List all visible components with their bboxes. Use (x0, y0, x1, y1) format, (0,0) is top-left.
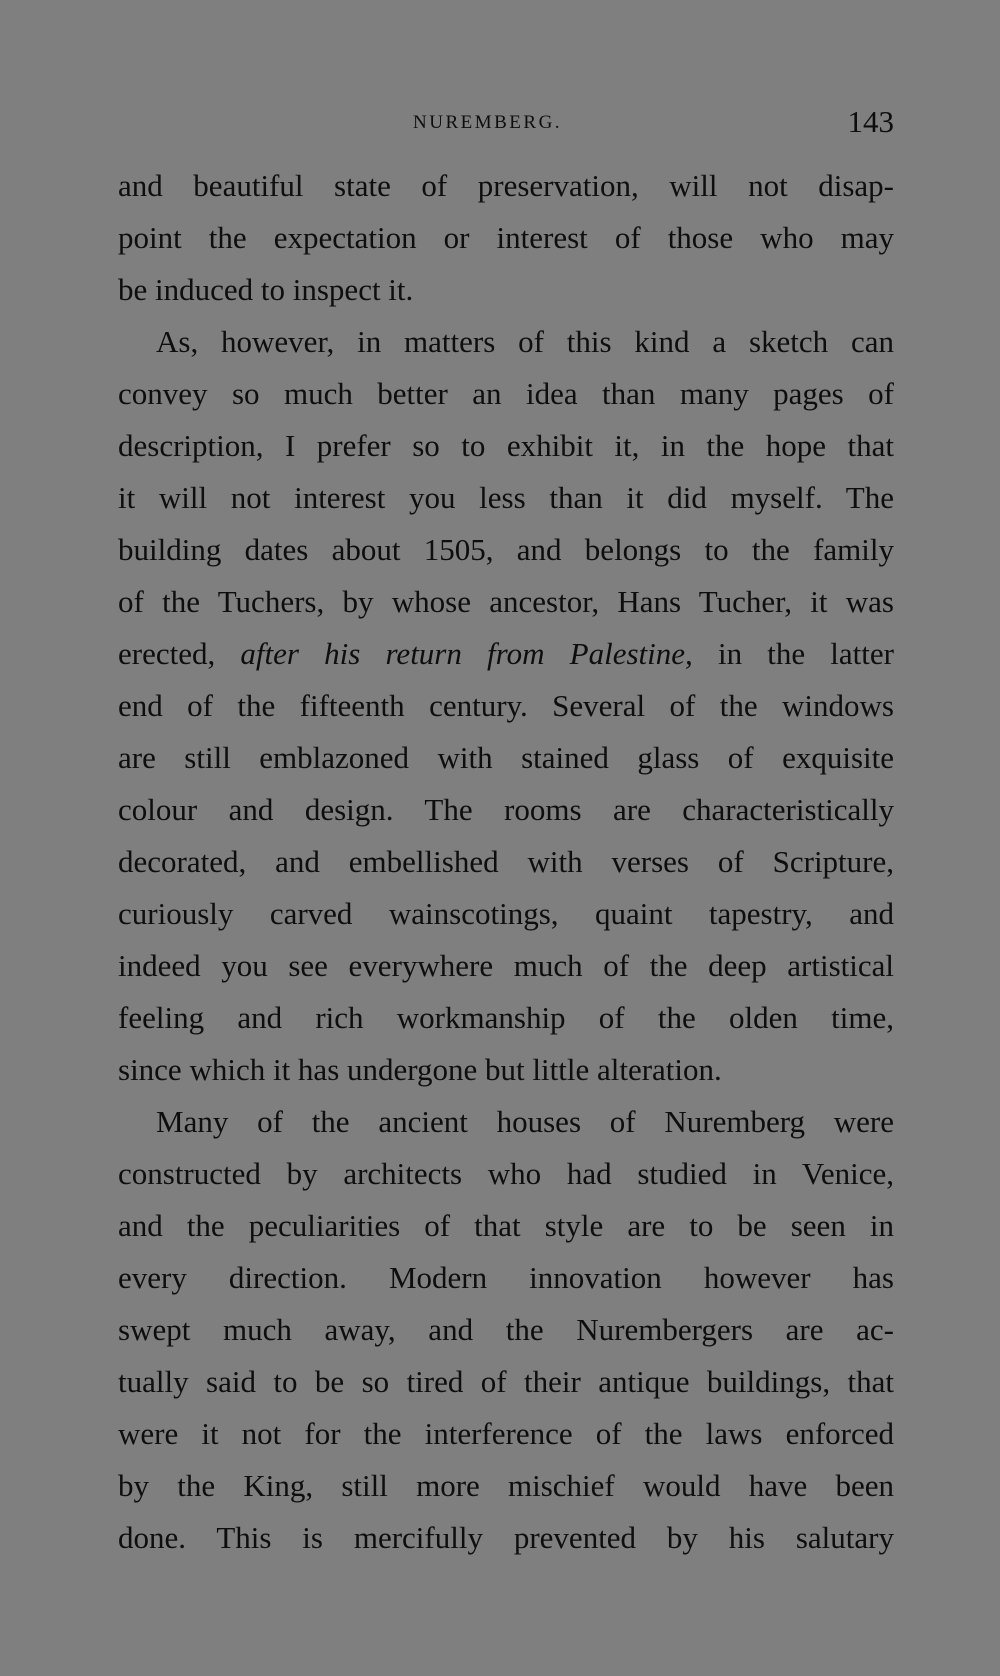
page-number: 143 (847, 104, 894, 139)
text-line: are still emblazoned with stained glass of exquisite (118, 740, 894, 775)
text-line: convey so much better an idea than many pages of (118, 376, 894, 411)
text-fragment: erected, (118, 636, 216, 671)
text-line: curiously carved wainscotings, quaint tapestry, and (118, 896, 894, 931)
text-line: Many of the ancient houses of Nuremberg were (156, 1104, 894, 1139)
text-line: tually said to be so tired of their antique buildings, that (118, 1364, 894, 1399)
text-line: since which it has undergone but little alteration. (118, 1052, 722, 1087)
text-line: done. This is mercifully prevented by his salutary (118, 1520, 894, 1555)
italic-phrase: after his return from Palestine, (240, 636, 693, 671)
text-line: were it not for the interference of the laws enforced (118, 1416, 894, 1451)
text-line: and the peculiarities of that style are to be seen in (118, 1208, 894, 1243)
text-fragment: in the latter (717, 636, 894, 671)
text-line: description, I prefer so to exhibit it, in the hope that (118, 428, 894, 463)
text-line: and beautiful state of preservation, will not disap- (118, 168, 894, 203)
text-line: point the expectation or interest of those who may (118, 220, 894, 255)
text-line: building dates about 1505, and belongs to the family (118, 532, 894, 567)
text-line: end of the fifteenth century. Several of the windows (118, 688, 894, 723)
text-line: feeling and rich workmanship of the olden time, (118, 1000, 894, 1035)
running-title: NUREMBERG. (413, 112, 563, 133)
text-line: of the Tuchers, by whose ancestor, Hans Tucher, it was (118, 584, 894, 619)
text-line: As, however, in matters of this kind a sketch can (156, 324, 894, 359)
text-line: indeed you see everywhere much of the deep artistical (118, 948, 894, 983)
text-line-mixed (118, 628, 894, 680)
text-line: by the King, still more mischief would have been (118, 1468, 894, 1503)
text-line: be induced to inspect it. (118, 272, 414, 307)
text-line: decorated, and embellished with verses of Scripture, (118, 844, 894, 879)
running-head (118, 104, 894, 144)
text-line: swept much away, and the Nurembergers are ac- (118, 1312, 894, 1347)
text-line: colour and design. The rooms are characteristically (118, 792, 894, 827)
text-line: constructed by architects who had studied in Venice, (118, 1156, 894, 1191)
body-text (118, 160, 894, 1564)
text-line: every direction. Modern innovation however has (118, 1260, 894, 1295)
text-line: it will not interest you less than it did myself. The (118, 480, 894, 515)
